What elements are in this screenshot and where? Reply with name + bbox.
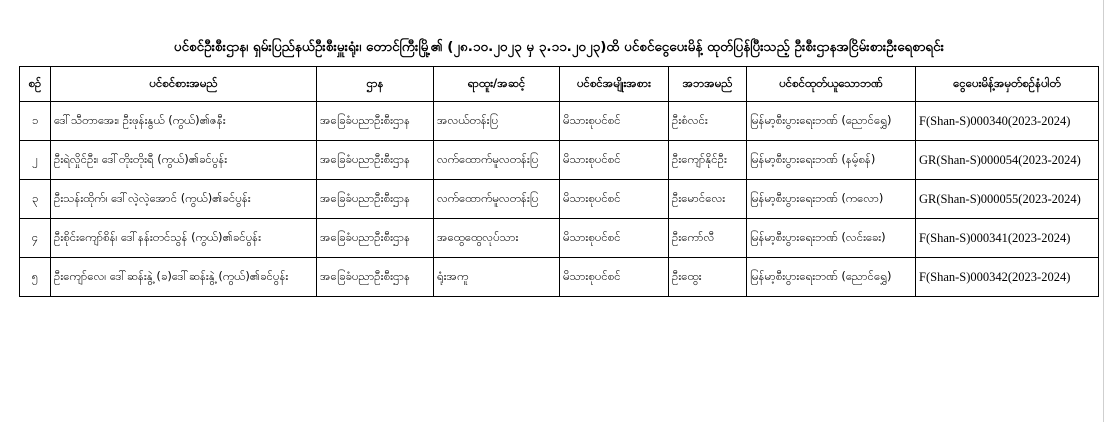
cell-pensioner-name: ဦးသန်းထိုက်၊ ဒေါ်လဲ့လဲ့အောင် (ကွယ်)၏ခင်ပွန်း bbox=[51, 180, 317, 219]
document-title: ပင်စင်ဦးစီးဌာန၊ ရှမ်းပြည်နယ်ဦးစီးမှူးရုံး၊ တောင်ကြီးမြို့၏ (၂၈.၁၀.၂၀၂၃ မှ ၃.၁၁.၂၀၂၃)ထိ ပင်စင်ငွေပေးမိန့် ထုတ်ပြန်ပြီးသည့် ဦးစီးဌာနအငြိမ်းစားဦးရေစာရင်း bbox=[173, 39, 945, 55]
header-pension-type: ပင်စင်အမျိုးအစား bbox=[560, 67, 669, 102]
cell-father-name: ဦးကော်လီ bbox=[669, 219, 747, 258]
pension-table bbox=[19, 66, 1099, 297]
cell-bank: မြန်မာ့စီးပွားရေးဘဏ် (ညောင်ရွှေ) bbox=[747, 102, 916, 141]
table-row bbox=[20, 180, 1099, 219]
cell-order-number: F(Shan-S)000342(2023-2024) bbox=[916, 258, 1099, 297]
cell-father-name: ဦးကျော်နိုင်ဦး bbox=[669, 141, 747, 180]
cell-position: အထွေထွေလုပ်သား bbox=[434, 219, 560, 258]
cell-father-name: ဦးစံလင်း bbox=[669, 102, 747, 141]
cell-order-number: GR(Shan-S)000054(2023-2024) bbox=[916, 141, 1099, 180]
cell-position: အလယ်တန်းပြ bbox=[434, 102, 560, 141]
cell-order-number: F(Shan-S)000340(2023-2024) bbox=[916, 102, 1099, 141]
header-order-number: ငွေပေးမိန့်အမှတ်စဉ်နံပါတ် bbox=[916, 67, 1099, 102]
table-row bbox=[20, 258, 1099, 297]
header-father-name: အဘအမည် bbox=[669, 67, 747, 102]
cell-order-number: F(Shan-S)000341(2023-2024) bbox=[916, 219, 1099, 258]
header-pensioner-name: ပင်စင်စားအမည် bbox=[51, 67, 317, 102]
table-row bbox=[20, 141, 1099, 180]
cell-pension-type: မိသားစုပင်စင် bbox=[560, 258, 669, 297]
cell-pension-type: မိသားစုပင်စင် bbox=[560, 141, 669, 180]
cell-serial: ၁ bbox=[20, 102, 51, 141]
table-row bbox=[20, 219, 1099, 258]
cell-pensioner-name: ဦးစိုင်းကျော်စိန်၊ ဒေါ်နန်းတင်သွန် (ကွယ်)၏ခင်ပွန်း bbox=[51, 219, 317, 258]
cell-position: လက်ထောက်မူလတန်းပြ bbox=[434, 141, 560, 180]
cell-father-name: ဦးထွေး bbox=[669, 258, 747, 297]
cell-bank: မြန်မာ့စီးပွားရေးဘဏ် (ညောင်ရွှေ) bbox=[747, 258, 916, 297]
cell-pension-type: မိသားစုပင်စင် bbox=[560, 219, 669, 258]
cell-pensioner-name: ဦးကျော်လေ၊ ဒေါ်ဆန်းနွဲ့ (ခ)ဒေါ်ဆန်းနွဲ့ (ကွယ်)၏ခင်ပွန်း bbox=[51, 258, 317, 297]
cell-father-name: ဦးမောင်လေး bbox=[669, 180, 747, 219]
cell-pensioner-name: ဒေါ်သီတာအေး၊ ဦးဖုန်းနွယ် (ကွယ်)၏ဇနီး bbox=[51, 102, 317, 141]
cell-department: အခြေခံပညာဦးစီးဌာန bbox=[317, 180, 434, 219]
header-position: ရာထူး/အဆင့် bbox=[434, 67, 560, 102]
table-row bbox=[20, 102, 1099, 141]
cell-serial: ၄ bbox=[20, 219, 51, 258]
cell-position: လက်ထောက်မူလတန်းပြ bbox=[434, 180, 560, 219]
cell-bank: မြန်မာ့စီးပွားရေးဘဏ် (လင်းခေး) bbox=[747, 219, 916, 258]
cell-department: အခြေခံပညာဦးစီးဌာန bbox=[317, 219, 434, 258]
cell-serial: ၂ bbox=[20, 141, 51, 180]
header-department: ဌာန bbox=[317, 67, 434, 102]
cell-pension-type: မိသားစုပင်စင် bbox=[560, 180, 669, 219]
cell-serial: ၃ bbox=[20, 180, 51, 219]
cell-position: ရုံးအကူ bbox=[434, 258, 560, 297]
cell-department: အခြေခံပညာဦးစီးဌာန bbox=[317, 102, 434, 141]
cell-bank: မြန်မာ့စီးပွားရေးဘဏ် (ကလော) bbox=[747, 180, 916, 219]
cell-department: အခြေခံပညာဦးစီးဌာန bbox=[317, 141, 434, 180]
cell-serial: ၅ bbox=[20, 258, 51, 297]
cell-pensioner-name: ဦးရဲလှိုင်ဦး၊ ဒေါ်တိုးတိုးရီ (ကွယ်)၏ခင်ပွန်း bbox=[51, 141, 317, 180]
cell-bank: မြန်မာ့စီးပွားရေးဘဏ် (နမ့်စန်) bbox=[747, 141, 916, 180]
cell-order-number: GR(Shan-S)000055(2023-2024) bbox=[916, 180, 1099, 219]
cell-department: အခြေခံပညာဦးစီးဌာန bbox=[317, 258, 434, 297]
header-bank: ပင်စင်ထုတ်ယူသောဘဏ် bbox=[747, 67, 916, 102]
table-header-row bbox=[20, 67, 1099, 102]
cell-pension-type: မိသားစုပင်စင် bbox=[560, 102, 669, 141]
header-serial: စဉ် bbox=[20, 67, 51, 102]
